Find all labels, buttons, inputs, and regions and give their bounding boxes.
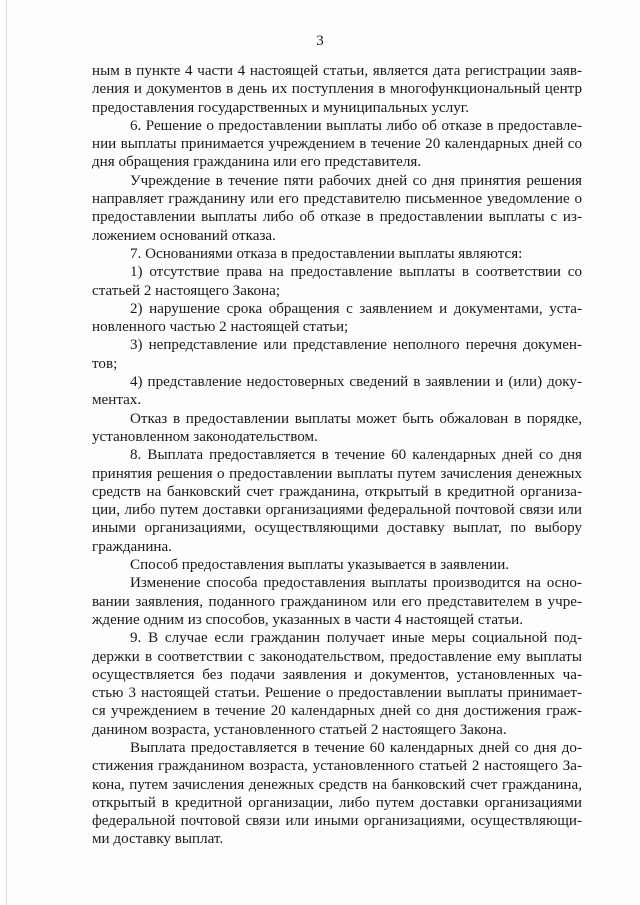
text-line: ным в пункте 4 части 4 настоящей статьи, является дата регистрации заяв- bbox=[92, 63, 582, 79]
text-line: 6. Решение о предоставлении выплаты либо об отказе в предоставле- bbox=[130, 117, 582, 134]
text-line: ложением оснований отказа. bbox=[92, 227, 276, 244]
text-line: 7. Основаниями отказа в предоставлении выплаты являются: bbox=[130, 245, 523, 262]
text-line: держки в соответствии с законодательством, предоставление ему выплаты bbox=[92, 648, 582, 665]
paragraph bbox=[92, 574, 582, 629]
text-line: установленном законодательством. bbox=[92, 428, 318, 445]
paragraph bbox=[92, 410, 582, 447]
paragraph bbox=[92, 739, 582, 849]
text-line: 3) непредставление или представление неполного перечня докумен- bbox=[130, 337, 582, 354]
paragraph bbox=[92, 300, 582, 337]
paragraph bbox=[92, 556, 582, 574]
document-body bbox=[92, 62, 582, 849]
text-line: нии выплаты принимается учреждением в течение 20 календарных дней со bbox=[92, 136, 582, 153]
paragraph bbox=[92, 62, 582, 117]
text-line: данином возраста, установленного статьей 2 настоящего Закона. bbox=[92, 721, 507, 738]
text-line: 9. В случае если гражданин получает иные меры социальной под- bbox=[130, 630, 582, 647]
page-number: 3 bbox=[316, 33, 324, 49]
text-line: Изменение способа предоставления выплаты производится на осно- bbox=[130, 575, 582, 592]
text-line: осуществляется без подачи заявления и документов, установленных ча- bbox=[92, 666, 582, 683]
scan-edge-line bbox=[6, 0, 7, 905]
paragraph bbox=[92, 446, 582, 556]
paragraph bbox=[92, 336, 582, 373]
text-line: Выплата предоставляется в течение 60 календарных дней со дня до- bbox=[130, 739, 582, 756]
text-line: принятия решения о предоставлении выплаты путем зачисления денежных bbox=[92, 465, 582, 482]
text-line: предоставлении выплаты либо об отказе в предоставлении выплаты с из- bbox=[92, 209, 582, 226]
text-line: ции, либо путем доставки организациями федеральной почтовой связи или bbox=[92, 502, 582, 519]
text-line: ждение одним из способов, указанных в части 4 настоящей статьи. bbox=[92, 611, 524, 628]
text-line: гражданина. bbox=[92, 538, 172, 555]
text-line: предоставления государственных и муниципальных услуг. bbox=[92, 99, 470, 116]
text-line: ментах. bbox=[92, 392, 142, 409]
text-line: Учреждение в течение пяти рабочих дней со дня принятия решения bbox=[130, 172, 582, 189]
paragraph bbox=[92, 117, 582, 172]
text-line: 1) отсутствие права на предоставление выплаты в соответствии со bbox=[130, 264, 582, 281]
paragraph bbox=[92, 172, 582, 245]
text-line: статьей 2 настоящего Закона; bbox=[92, 282, 281, 299]
text-line: 4) представление недостоверных сведений в заявлении и (или) доку- bbox=[130, 374, 582, 391]
text-line: кона, путем зачисления денежных средств на банковский счет гражданина, bbox=[92, 776, 582, 793]
text-line: вании заявления, поданного гражданином или его представителем в учре- bbox=[92, 593, 582, 610]
text-line: стью 3 настоящей статьи. Решение о предоставлении выплаты принимает- bbox=[92, 685, 582, 702]
paragraph bbox=[92, 263, 582, 300]
text-line: новленного частью 2 настоящей статьи; bbox=[92, 319, 349, 336]
text-line: средств на банковский счет гражданина, открытый в кредитной организа- bbox=[92, 483, 582, 500]
text-line: Отказ в предоставлении выплаты может быть обжалован в порядке, bbox=[130, 410, 582, 427]
text-line: 8. Выплата предоставляется в течение 60 календарных дней со дня bbox=[130, 447, 582, 464]
text-line: Способ предоставления выплаты указывается в заявлении. bbox=[130, 557, 510, 574]
text-line: иными организациями, осуществляющими доставку выплат, по выбору bbox=[92, 520, 582, 537]
text-line: ления и документов в день их поступления в многофункциональный центр bbox=[92, 81, 582, 98]
text-line: стижения гражданином возраста, установленного статьей 2 настоящего За- bbox=[92, 758, 582, 775]
text-line: направляет гражданину или его представителю письменное уведомление о bbox=[92, 191, 582, 208]
text-line: тов; bbox=[92, 355, 118, 372]
paragraph bbox=[92, 629, 582, 739]
text-line: ся учреждением в течение 20 календарных дней со дня достижения граж- bbox=[92, 703, 582, 720]
text-line: открытый в кредитной организации, либо путем доставки организациями bbox=[92, 794, 582, 811]
paragraph bbox=[92, 373, 582, 410]
text-line: федеральной почтовой связи или иными организациями, осуществляющи- bbox=[92, 813, 582, 830]
text-line: дня обращения гражданина или его представителя. bbox=[92, 154, 422, 171]
text-line: ми доставку выплат. bbox=[92, 831, 224, 848]
paragraph bbox=[92, 245, 582, 263]
text-line: 2) нарушение срока обращения с заявлением и документами, уста- bbox=[130, 300, 582, 317]
